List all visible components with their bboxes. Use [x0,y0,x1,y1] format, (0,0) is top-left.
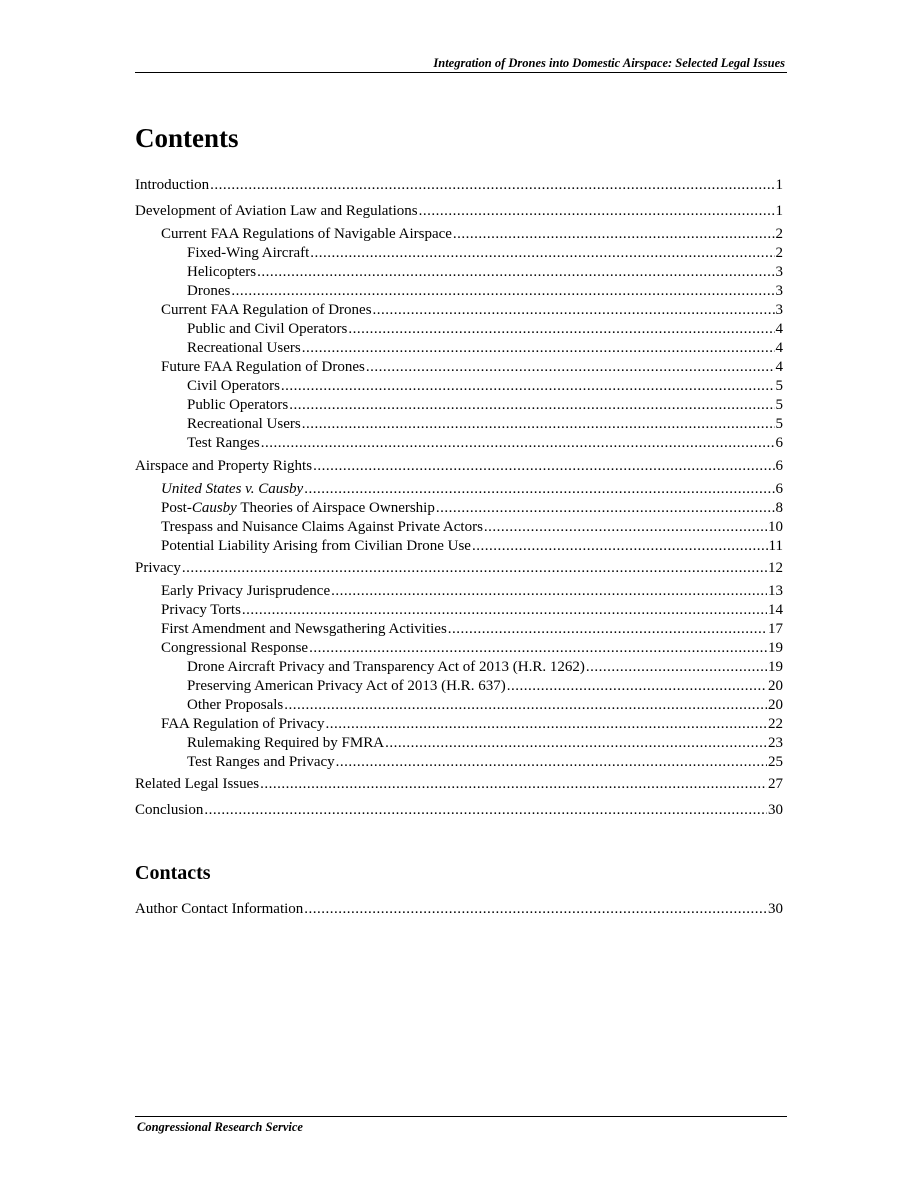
toc-entry-label: Current FAA Regulations of Navigable Airspace [161,226,452,242]
toc-entry-potential-liability[interactable] [135,537,783,556]
running-footer-source: Congressional Research Service [137,1120,303,1134]
toc-page-number: 4 [775,359,783,375]
toc-page-number: 27 [768,776,783,792]
toc-entry-label: Preserving American Privacy Act of 2013 (H.R. 637) [187,678,506,694]
toc-page-number: 2 [775,226,783,242]
toc-page-number: 4 [775,321,783,337]
toc-entry-label: Test Ranges and Privacy [187,754,335,770]
toc-entry-label: Civil Operators [187,378,280,394]
toc-page-number: 20 [768,678,783,694]
toc-entry-label: Test Ranges [187,435,260,451]
toc-page-number: 30 [768,802,783,818]
contacts-heading: Contacts [135,862,211,884]
toc-entry-related-legal-issues[interactable] [135,775,783,794]
toc-entry-label: Current FAA Regulation of Drones [161,302,372,318]
toc-entry-privacy[interactable] [135,559,783,578]
toc-page-number: 3 [775,302,783,318]
toc-entry-development-aviation-law[interactable] [135,202,783,221]
toc-page-number: 8 [775,500,783,516]
toc-page-number: 19 [768,659,783,675]
toc-entry-label: Privacy [135,560,181,576]
toc-entry-label: Drones [187,283,231,299]
toc-page-number: 19 [768,640,783,656]
toc-page-number: 20 [768,697,783,713]
toc-entry-label: Public Operators [187,397,289,413]
toc-entry-label: Congressional Response [161,640,309,656]
toc-entry-public-operators[interactable] [135,396,783,415]
toc-entry-label: Fixed-Wing Aircraft [187,245,310,261]
toc-entry-current-faa-regulation-drones[interactable] [135,301,783,320]
toc-entry-label: United States v. Causby [161,481,304,497]
running-header-title: Integration of Drones into Domestic Airspace: Selected Legal Issues [433,56,785,70]
toc-entry-label: Privacy Torts [161,602,241,618]
toc-page-number: 3 [775,283,783,299]
toc-entry-test-ranges-privacy[interactable] [135,753,783,772]
toc-page-number: 23 [768,735,783,751]
toc-entry-label: Conclusion [135,802,204,818]
toc-entry-civil-operators[interactable] [135,377,783,396]
toc-entry-label: Recreational Users [187,340,301,356]
toc-page-number: 17 [768,621,783,637]
toc-entry-recreational-users[interactable] [135,339,783,358]
toc-page-number: 6 [775,481,783,497]
toc-page-number: 14 [768,602,783,618]
toc-entry-fixed-wing-aircraft[interactable] [135,244,783,263]
toc-entry-label: Post-Causby Theories of Airspace Ownership [161,500,435,516]
toc-entry-label: Rulemaking Required by FMRA [187,735,385,751]
toc-entry-airspace-property-rights[interactable] [135,457,783,476]
toc-entry-test-ranges[interactable] [135,434,783,453]
toc-entry-label: Potential Liability Arising from Civilian Drone Use [161,538,471,554]
toc-entry-label: Development of Aviation Law and Regulations [135,203,418,219]
toc-entry-label: Other Proposals [187,697,284,713]
toc-entry-other-proposals[interactable] [135,696,783,715]
toc-entry-label: First Amendment and Newsgathering Activities [161,621,447,637]
toc-entry-hr-1262[interactable] [135,658,783,677]
toc-entry-public-civil-operators[interactable] [135,320,783,339]
footer-divider [135,1116,787,1117]
toc-page-number: 6 [775,435,783,451]
toc-page-number: 10 [768,519,783,535]
toc-entry-label: Related Legal Issues [135,776,260,792]
toc-page-number: 12 [768,560,783,576]
toc-page-number: 5 [775,378,783,394]
toc-entry-author-contact-information[interactable] [135,900,783,919]
toc-entry-privacy-torts[interactable] [135,601,783,620]
toc-page-number: 3 [775,264,783,280]
contents-heading: Contents [135,123,239,153]
toc-entry-hr-637[interactable] [135,677,783,696]
toc-entry-label: Early Privacy Jurisprudence [161,583,331,599]
toc-entry-early-privacy-jurisprudence[interactable] [135,582,783,601]
toc-entry-label: Drone Aircraft Privacy and Transparency Act of 2013 (H.R. 1262) [187,659,585,675]
toc-entry-label: Recreational Users [187,416,301,432]
toc-entry-introduction[interactable] [135,176,783,195]
toc-entry-post-causby-theories[interactable] [135,499,783,518]
toc-page-number: 1 [775,177,783,193]
toc-page-number: 5 [775,416,783,432]
toc-page-number: 4 [775,340,783,356]
toc-entry-conclusion[interactable] [135,801,783,820]
toc-entry-helicopters[interactable] [135,263,783,282]
toc-entry-faa-regulation-privacy[interactable] [135,715,783,734]
toc-entry-trespass-nuisance-claims[interactable] [135,518,783,537]
toc-page-number: 6 [775,458,783,474]
toc-entry-current-faa-navigable-airspace[interactable] [135,225,783,244]
toc-page-number: 1 [775,203,783,219]
toc-page-number: 22 [768,716,783,732]
toc-page-number: 13 [768,583,783,599]
toc-entry-rulemaking-fmra[interactable] [135,734,783,753]
toc-entry-united-states-v-causby[interactable] [135,480,783,499]
toc-entry-drones[interactable] [135,282,783,301]
toc-entry-recreational-users[interactable] [135,415,783,434]
toc-entry-label: FAA Regulation of Privacy [161,716,325,732]
toc-entry-label: Future FAA Regulation of Drones [161,359,365,375]
toc-entry-label: Helicopters [187,264,257,280]
toc-entry-future-faa-regulation-drones[interactable] [135,358,783,377]
toc-page-number: 25 [768,754,783,770]
toc-page-number: 30 [768,901,783,917]
toc-entry-first-amendment[interactable] [135,620,783,639]
toc-page-number: 11 [768,538,783,554]
toc-entry-label: Trespass and Nuisance Claims Against Private Actors [161,519,483,535]
toc-entry-label: Airspace and Property Rights [135,458,313,474]
toc-entry-label: Introduction [135,177,210,193]
header-divider [135,72,787,73]
toc-entry-label: Public and Civil Operators [187,321,348,337]
toc-entry-label: Author Contact Information [135,901,304,917]
toc-page-number: 5 [775,397,783,413]
toc-entry-congressional-response[interactable] [135,639,783,658]
toc-page-number: 2 [775,245,783,261]
